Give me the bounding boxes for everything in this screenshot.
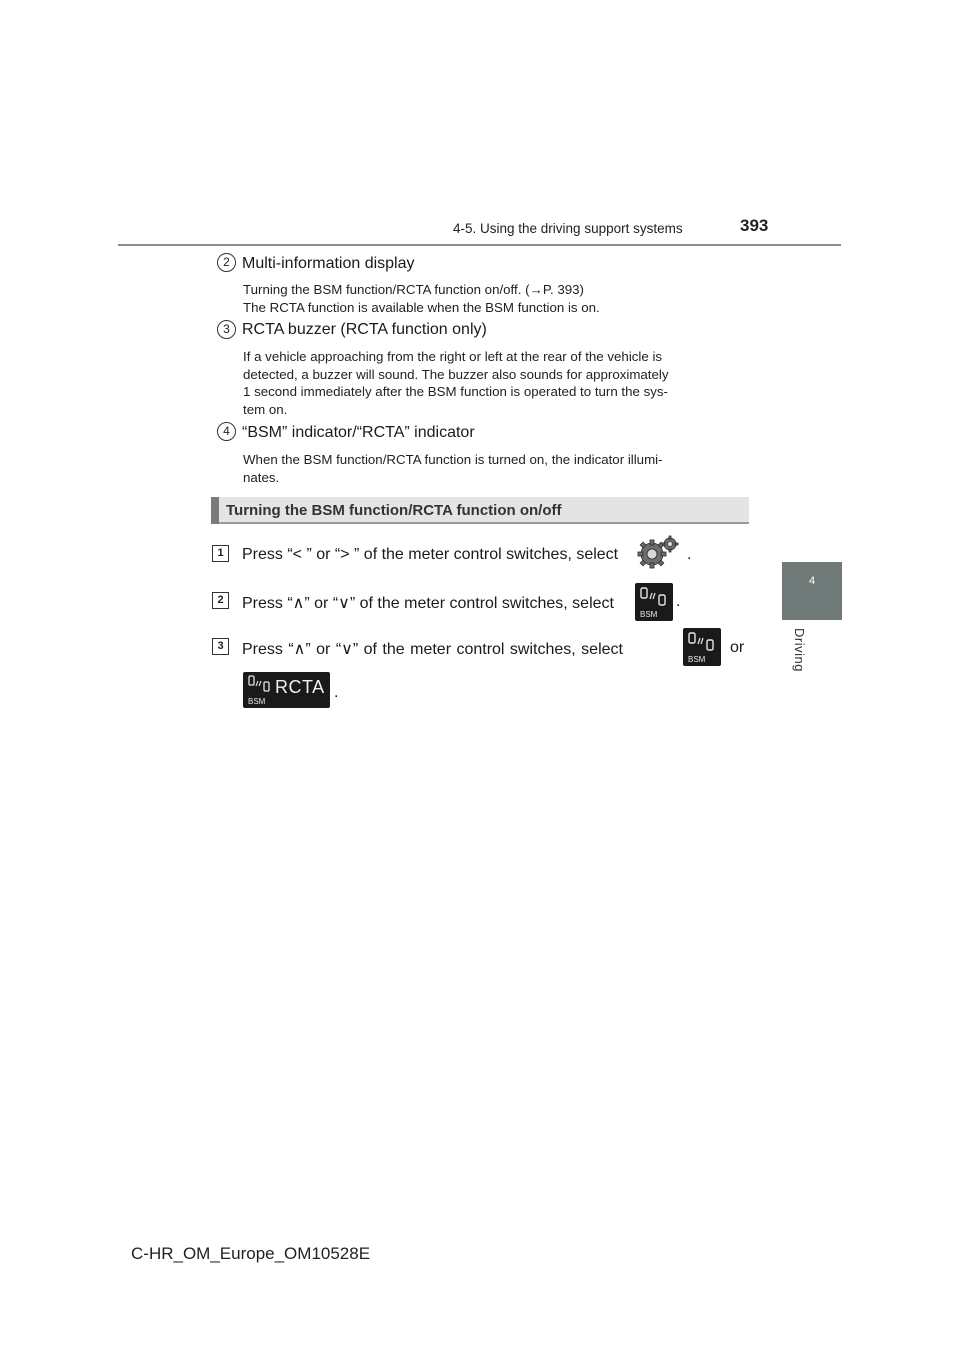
body-line: The RCTA function is available when the BSM function is on. — [243, 299, 600, 315]
rcta-icon-bsm-label: BSM — [248, 697, 266, 706]
item-marker-4: 4 — [217, 422, 236, 441]
bsm-icon-label: BSM — [688, 655, 706, 664]
item-title-rcta-buzzer: RCTA buzzer (RCTA function only) — [242, 321, 487, 338]
step-2-text: Press “∧” or “∨” of the meter control switches, select — [242, 595, 614, 612]
chapter-tab-label: Driving — [792, 628, 807, 672]
bsm-rcta-icon — [243, 672, 330, 708]
item-marker-2: 2 — [217, 253, 236, 272]
page-number: 393 — [740, 216, 769, 235]
item-title-multi-information-display: Multi-information display — [242, 255, 415, 272]
bsm-icon — [683, 628, 721, 666]
running-header-section: 4-5. Using the driving support systems — [453, 221, 683, 236]
step-2-end: . — [676, 593, 681, 610]
step-number-3: 3 — [212, 638, 229, 655]
document-code: C-HR_OM_Europe_OM10528E — [131, 1244, 371, 1263]
body-line: 1 second immediately after the BSM function is operated to turn the sys- — [243, 384, 668, 399]
chapter-tab-number: 4 — [808, 575, 816, 587]
body-line: tem on. — [243, 401, 288, 417]
step-1-end: . — [687, 546, 692, 563]
body-line: nates. — [243, 469, 280, 485]
step-3-or: or — [730, 639, 745, 656]
body-line: When the BSM function/RCTA function is turned on, the indicator illumi- — [243, 452, 663, 467]
body-line: If a vehicle approaching from the right or left at the rear of the vehicle is — [243, 349, 663, 364]
header-divider — [118, 244, 841, 246]
step-1-text: Press “< ” or “> ” of the meter control switches, select — [242, 546, 619, 563]
section-title: Turning the BSM function/RCTA function on/off — [226, 502, 562, 519]
bsm-icon — [635, 583, 673, 621]
rcta-icon-label: RCTA — [275, 677, 325, 697]
item-body-bsm-rcta-indicator — [243, 451, 746, 486]
gear-icon — [634, 534, 682, 570]
body-line: detected, a buzzer will sound. The buzzer also sounds for approximately — [243, 366, 669, 382]
step-3-text: Press “∧” or “∨” of the meter control switches, select — [242, 641, 623, 658]
section-banner-accent — [211, 497, 219, 524]
chapter-tab — [782, 562, 842, 620]
body-line: Turning the BSM function/RCTA function on/off. (→P. 393) — [243, 282, 584, 297]
bsm-icon-label: BSM — [640, 610, 658, 619]
item-body-multi-information-display — [243, 281, 746, 316]
step-number-2: 2 — [212, 592, 229, 609]
step-number-1: 1 — [212, 545, 229, 562]
item-marker-3: 3 — [217, 320, 236, 339]
item-title-bsm-rcta-indicator: “BSM” indicator/“RCTA” indicator — [242, 424, 475, 441]
step-3-end: . — [334, 684, 339, 701]
item-body-rcta-buzzer — [243, 348, 746, 418]
